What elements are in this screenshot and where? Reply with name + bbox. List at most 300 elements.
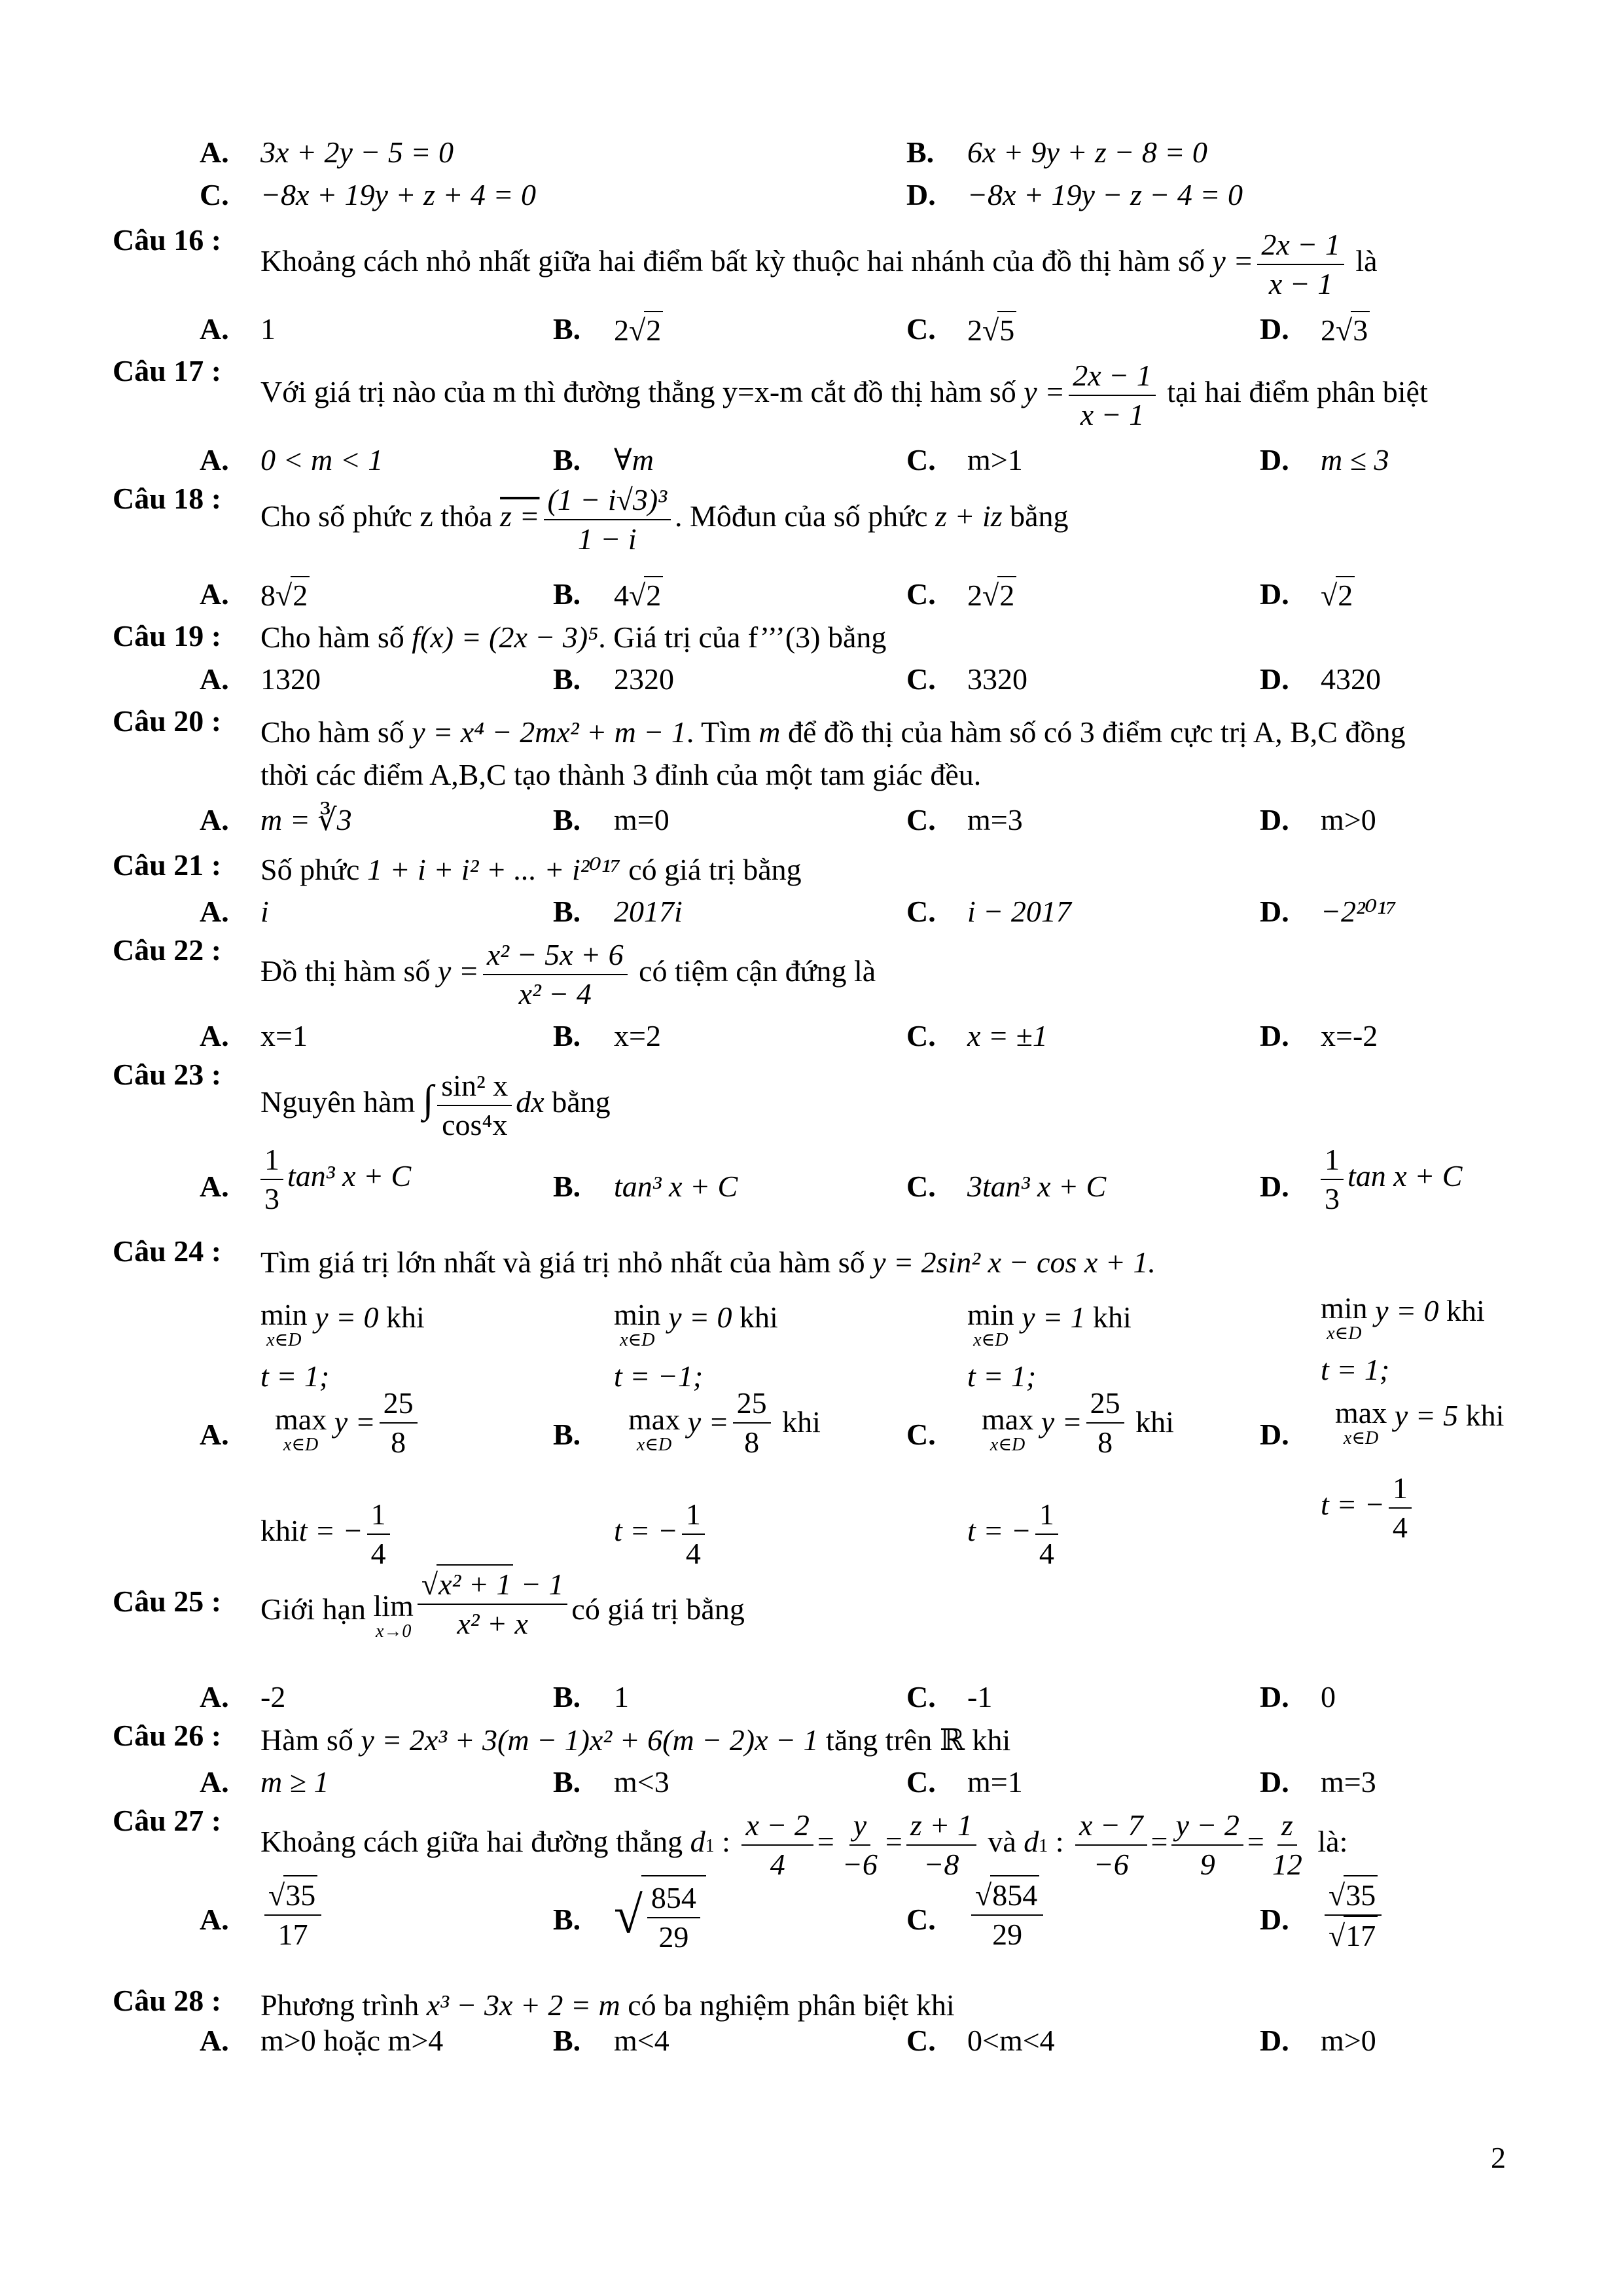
q24-option-b-min [614,1299,778,1350]
q23-fraction [437,1067,512,1143]
option-label: D. [1260,1019,1289,1052]
question-label: Câu 26 : [113,1719,222,1752]
q22-option-c: x = ±1 [967,1019,1048,1052]
q24-option-b-t1: t = −1; [614,1359,704,1393]
fraction-denominator: 29 [992,1917,1023,1951]
question-label: Câu 22 : [113,933,222,967]
q27-text: Khoảng cách giữa hai đường thẳng d1 : $\frac{x - 2}{4}$ = $\frac{y}{-6}$ = $\frac{z + 1}{-8}$ và d1 : $\frac{x - 7}{-6}$ = $\frac{y - 2}{9}$ = $\frac{z}{12}$ là: [260,1806,1347,1883]
max-value: y = 5 [1394,1399,1459,1432]
fraction-denominator: 3 [264,1181,279,1215]
q23-option-d [1317,1141,1462,1217]
fraction-denominator: −6 [1093,1847,1129,1881]
q27-stem-a: Khoảng cách giữa hai đường thẳng [260,1825,683,1859]
q20-var: m [758,715,781,749]
fraction-denominator: cos⁴x [442,1107,508,1141]
q25-option-c: -1 [967,1680,993,1713]
q16-option-c: 2√5 [967,311,1016,349]
t-value: t = − [1321,1488,1385,1522]
q25-option-a: -2 [260,1680,286,1713]
page-number: 2 [1491,2141,1506,2174]
fraction-numerator: z + 1 [906,1806,976,1846]
option-label: B. [553,312,581,346]
q27-b-fraction [647,1879,700,1956]
q20-text [260,713,1405,751]
option-label: D. [1260,803,1289,836]
min-value: y = 0 [315,1300,379,1334]
radicand: 2 [644,576,663,614]
q24-option-c-t2 [967,1496,1062,1572]
option-label: A. [200,312,229,346]
q28-stem-a: Phương trình [260,1988,419,2022]
option-label: B. [553,1765,581,1799]
question-label: Câu 20 : [113,704,222,738]
q25-option-b: 1 [614,1680,629,1713]
radicand: 17 [1344,1916,1378,1955]
q20-option-a: m = ∛3 [260,803,352,836]
q21-option-a: i [260,895,269,928]
q18-conj-z: z = [500,499,540,533]
khi-text: khi [1465,1399,1505,1432]
q15-option-a: 3x + 2y − 5 = 0 [260,135,454,169]
q24-option-d-max [1335,1397,1504,1448]
option-label: D. [1260,895,1289,928]
q21-text [260,851,802,889]
q23-dx: dx [516,1085,544,1119]
q27-option-a [260,1875,325,1953]
q20-option-d: m>0 [1321,803,1376,836]
q18-tail: . Môđun của số phức [675,499,928,533]
q21-stem-b: có giá trị bằng [628,853,802,886]
q27-f2 [838,1806,882,1883]
q18-option-c: 2√2 [967,576,1016,614]
option-label: A. [200,662,229,696]
q27-g2 [1171,1806,1243,1883]
q21-option-b: 2017i [614,895,683,928]
q22-option-d: x=-2 [1321,1019,1378,1052]
max-subscript: x∈D [990,1435,1026,1456]
q28-expr: x³ − 3x + 2 = m [426,1988,620,2022]
fraction-denominator: 8 [744,1425,760,1459]
fraction-denominator: x² − 4 [518,977,592,1011]
q16-option-a: 1 [260,312,276,346]
fraction-denominator: 4 [1392,1510,1408,1544]
option-label: C. [906,1903,936,1936]
fraction-denominator: 4 [770,1847,785,1881]
q23-option-c: 3tan³ x + C [967,1170,1107,1203]
q24-option-c-max [982,1386,1174,1461]
q19-option-d: 4320 [1321,662,1381,696]
option-label: A. [200,577,229,611]
min-operator [1321,1293,1368,1344]
option-label: B. [553,1903,581,1936]
q20-stem-c: để đồ thị của hàm số có 3 điểm cực trị A, B,C đồng [787,715,1406,749]
radicand: 3 [1351,311,1370,349]
option-label: D. [1260,577,1289,611]
option-label: D. [1260,1418,1289,1451]
option-label: A. [200,135,229,169]
option-label: D. [1260,2024,1289,2057]
radicand: 35 [1344,1875,1378,1914]
t-value: t = − [298,1514,363,1548]
fraction-denominator: x − 1 [1080,397,1145,431]
q28-option-b: m<4 [614,2024,669,2057]
min-subscript: x∈D [1327,1323,1362,1344]
coef: 2 [614,314,629,347]
option-label: A. [200,2024,229,2057]
lim-subscript: x→0 [375,1621,412,1642]
option-label: C. [906,1680,936,1713]
fraction-denominator: 12 [1272,1847,1302,1881]
q15-option-c: −8x + 19y + z + 4 = 0 [260,178,536,211]
option-label: D. [1260,443,1289,476]
question-label: Câu 24 : [113,1234,222,1268]
q24-text [260,1244,1156,1282]
q19-option-a: 1320 [260,662,321,696]
option-label: D. [1260,1680,1289,1713]
q17-text [260,357,1428,433]
fraction-numerator: x² − 5x + 6 [483,936,628,975]
q16-func-lhs: y = [1212,244,1254,278]
q26-option-d: m=3 [1321,1765,1376,1799]
q26-expr: y = 2x³ + 3(m − 1)x² + 6(m − 2)x − 1 [361,1723,819,1757]
q27-a-fraction [264,1875,321,1953]
q22-stem-b: có tiệm cận đứng là [639,954,876,988]
q24-option-a-min [260,1299,425,1350]
coef: 8 [260,579,276,612]
fraction-denominator: −8 [923,1847,959,1881]
coef: 2 [967,314,982,347]
q21-option-d: −2²⁰¹⁷ [1321,895,1397,928]
q20-option-c: m=3 [967,803,1023,836]
q16-text [260,226,1378,302]
min-value: y = 0 [668,1300,732,1334]
q27-option-d [1321,1875,1385,1954]
q26-stem-b: tăng trên [826,1723,933,1757]
option-label: A. [200,803,229,836]
q23-a-rest: tan³ x + C [287,1159,412,1193]
khi-text: khi [386,1300,425,1334]
fraction-numerator: x − 2 [741,1806,813,1846]
option-label: B. [553,443,581,476]
q16-tail: là [1355,244,1378,278]
q23-option-b: tan³ x + C [614,1170,738,1203]
limit-operator [374,1590,414,1641]
q15-option-d: −8x + 19y − z − 4 = 0 [967,178,1243,211]
fraction-numerator: 25 [1086,1384,1124,1424]
fraction-denominator: x − 1 [1268,266,1333,300]
q26-option-b: m<3 [614,1765,669,1799]
option-label: C. [906,312,936,346]
option-label: D. [1260,1903,1289,1936]
option-label: C. [906,443,936,476]
min-text: min [614,1298,661,1331]
min-text: min [1321,1291,1368,1325]
q22-option-b: x=2 [614,1019,661,1052]
fraction-denominator: x² + x [457,1606,528,1640]
q24-option-a-max [275,1386,421,1461]
fraction-numerator: 2x − 1 [1069,357,1155,396]
khi-text: khi [1446,1294,1485,1327]
option-label: A. [200,1680,229,1713]
fraction-denominator: 1 − i [577,522,637,556]
max-value: y = [334,1405,376,1439]
q24-option-a-t1: t = 1; [260,1359,330,1393]
option-label: C. [906,895,936,928]
q21-expr: 1 + i + i² + ... + i²⁰¹⁷ [366,853,621,886]
q24-option-c-t1: t = 1; [967,1359,1037,1393]
option-label: C. [906,1019,936,1052]
option-label: B. [553,2024,581,2057]
option-label: D. [906,178,936,211]
khi-text: khi [260,1514,299,1548]
q17-fraction [1069,357,1155,433]
q23-a-fraction [260,1141,283,1217]
max-value: y = [1041,1405,1082,1439]
q20-option-b: m=0 [614,803,669,836]
question-label: Câu 25 : [113,1585,222,1618]
option-label: B. [553,1418,581,1451]
t-fraction [367,1496,390,1572]
q19-text [260,619,886,656]
fraction-numerator: 1 [1389,1469,1412,1509]
fraction-numerator: √854 [971,1875,1043,1916]
q21-option-c: i − 2017 [967,895,1071,928]
t-fraction [682,1496,705,1572]
fraction-numerator: √35 [264,1875,321,1916]
q18-option-d: √2 [1321,576,1355,614]
min-subscript: x∈D [620,1330,655,1351]
fraction-denominator: 17 [277,1917,308,1951]
min-value: y = 1 [1022,1300,1086,1334]
q16-stem: Khoảng cách nhỏ nhất giữa hai điểm bất kỳ thuộc hai nhánh của đồ thị hàm số [260,244,1205,278]
q26-text [260,1721,1010,1759]
q18-option-b: 4√2 [614,576,663,614]
q24-option-b-t2 [614,1496,709,1572]
va-text: và [988,1825,1016,1859]
fraction-denominator: 8 [391,1425,406,1459]
option-label: D. [1260,662,1289,696]
max-fraction [1086,1384,1124,1461]
question-label: Câu 27 : [113,1804,222,1837]
q20-stem-b: . Tìm [686,715,751,749]
coef: 2 [967,579,982,612]
max-text: max [628,1403,681,1436]
fraction-denominator: 4 [1039,1536,1054,1570]
q25-fraction [418,1564,568,1642]
option-label: C. [906,662,936,696]
min-subscript: x∈D [973,1330,1008,1351]
option-label: B. [553,1680,581,1713]
q20-stem-a: Cho hàm số [260,715,404,749]
q16-option-d: 2√3 [1321,311,1370,349]
option-label: A. [200,1170,229,1203]
khi-text: khi [740,1300,778,1334]
min-operator [614,1299,661,1350]
option-label: B. [553,895,581,928]
option-label: B. [553,577,581,611]
fraction-denominator: √17 [1325,1916,1382,1955]
q25-option-d: 0 [1321,1680,1336,1713]
khi-text: khi [1093,1300,1132,1334]
option-label: A. [200,1019,229,1052]
q27-option-c [967,1875,1047,1953]
q23-d-fraction [1321,1141,1344,1217]
question-label: Câu 28 : [113,1984,222,2017]
q27-tail: là: [1317,1825,1348,1859]
q26-option-c: m=1 [967,1765,1023,1799]
q24-option-d-min [1321,1293,1485,1344]
q23-stem-b: bằng [552,1085,611,1119]
min-text: min [967,1298,1014,1331]
q17-option-a: 0 < m < 1 [260,443,383,476]
q28-text [260,1986,955,2024]
fraction-numerator: y − 2 [1171,1806,1243,1846]
q18-fraction [544,481,671,558]
q20-expr: y = x⁴ − 2mx² + m − 1 [412,715,687,749]
line-d1: d [690,1825,705,1859]
max-text: max [1335,1396,1387,1429]
fraction-numerator: z [1277,1806,1297,1846]
max-subscript: x∈D [283,1435,319,1456]
q16-fraction [1257,226,1344,302]
q23-d-rest: tan x + C [1347,1159,1463,1193]
q17-option-b: ∀m [614,443,654,476]
q27-f1 [741,1806,813,1883]
radicand: 2 [997,576,1016,614]
q24-expr: y = 2sin² x − cos x + 1. [872,1246,1156,1279]
q27-g3 [1268,1806,1306,1883]
min-subscript: x∈D [266,1330,302,1351]
fraction-denominator: 8 [1097,1425,1113,1459]
option-label: B. [553,803,581,836]
khi-text: khi [1135,1405,1174,1439]
q28-stem-b: có ba nghiệm phân biệt khi [628,1988,955,2022]
option-label: A. [200,1418,229,1451]
min-operator [260,1299,308,1350]
q20-line2: thời các điểm A,B,C tạo thành 3 đỉnh của một tam giác đều. [260,758,982,791]
min-operator [967,1299,1014,1350]
question-label: Câu 19 : [113,619,222,653]
question-label: Câu 17 : [113,354,222,387]
q18-text [260,481,1069,558]
q19-expr: f(x) = (2x − 3)⁵ [412,620,599,654]
fraction-numerator: 854 [647,1879,700,1918]
question-label: Câu 16 : [113,223,222,257]
line-d2-subscript: 1 [1039,1836,1048,1857]
fraction-numerator: 1 [260,1141,283,1180]
option-label: C. [200,178,229,211]
max-text: max [275,1403,327,1436]
fraction-numerator: sin² x [437,1067,512,1106]
t-value: t = − [614,1514,678,1548]
radicand: 35 [283,1875,317,1914]
option-label: A. [200,1903,229,1936]
radicand: 2 [644,311,663,349]
q27-g1 [1075,1806,1147,1883]
q24-option-b-max [628,1386,821,1461]
q19-stem-a: Cho hàm số [260,620,404,654]
radicand: 2 [1336,576,1355,614]
q18-expr: z + iz [935,499,1003,533]
integral-sign: ∫ [422,1077,434,1121]
q24-option-c-min [967,1299,1132,1350]
q24-stem: Tìm giá trị lớn nhất và giá trị nhỏ nhất của hàm số [260,1246,865,1279]
radicand: 5 [997,311,1016,349]
q22-fraction [483,936,628,1013]
q18-tail2: bằng [1010,499,1069,533]
q25-text [260,1568,745,1642]
fraction-numerator: 2x − 1 [1257,226,1344,265]
q17-option-c: m>1 [967,443,1023,476]
option-label: D. [1260,1170,1289,1203]
q28-option-d: m>0 [1321,2024,1376,2057]
fraction-numerator: (1 − i√3)³ [544,481,671,520]
fraction-denominator: 29 [658,1920,689,1954]
t-value: t = − [967,1514,1031,1548]
question-label: Câu 18 : [113,482,222,515]
q24-option-a-t2 [260,1496,394,1572]
q18-option-a: 8√2 [260,576,310,614]
option-label: A. [200,443,229,476]
q17-func-lhs: y = [1024,375,1065,409]
fraction-numerator: √35 [1325,1875,1382,1916]
q17-tail: tại hai điểm phân biệt [1167,375,1428,409]
q25-stem-a: Giới hạn [260,1592,366,1626]
option-label: B. [553,662,581,696]
q22-stem-a: Đồ thị hàm số [260,954,431,988]
fraction-denominator: 3 [1325,1181,1340,1215]
max-operator [275,1404,327,1455]
fraction-numerator: 1 [367,1496,390,1535]
q26-stem-c: khi [972,1723,1011,1757]
q24-option-d-t1: t = 1; [1321,1353,1390,1386]
q16-option-b: 2√2 [614,311,663,349]
fraction-denominator: 9 [1200,1847,1215,1881]
q22-lhs: y = [437,954,479,988]
khi-text: khi [782,1405,821,1439]
fraction-denominator: 4 [370,1536,386,1570]
q19-stem-b: . Giá trị của f’’’(3) bằng [598,620,887,654]
radicand: 2 [291,576,310,614]
fraction-numerator: 1 [682,1496,705,1535]
q24-option-d-t2 [1321,1469,1416,1546]
radicand: 854 [990,1875,1039,1914]
q27-option-b: √ $\frac{854}{29}$ [614,1875,706,1956]
min-text: min [260,1298,308,1331]
question-label: Câu 21 : [113,848,222,882]
q28-option-a: m>0 hoặc m>4 [260,2024,444,2057]
min-value: y = 0 [1375,1294,1439,1327]
fraction-denominator: −6 [842,1847,878,1881]
q27-c-fraction [971,1875,1043,1953]
q21-stem-a: Số phức [260,853,360,886]
coef: 2 [1321,314,1336,347]
q26-stem-a: Hàm số [260,1723,353,1757]
option-label: A. [200,895,229,928]
outer-radicand [641,1875,706,1956]
option-label: B. [553,1170,581,1203]
max-text: max [982,1403,1034,1436]
q19-option-c: 3320 [967,662,1027,696]
question-label: Câu 23 : [113,1058,222,1091]
q22-text [260,936,876,1013]
option-label: D. [1260,1765,1289,1799]
q23-option-a [257,1141,411,1217]
option-label: C. [906,577,936,611]
fraction-numerator: 1 [1035,1496,1058,1535]
option-label: C. [906,2024,936,2057]
max-subscript: x∈D [1343,1428,1379,1449]
